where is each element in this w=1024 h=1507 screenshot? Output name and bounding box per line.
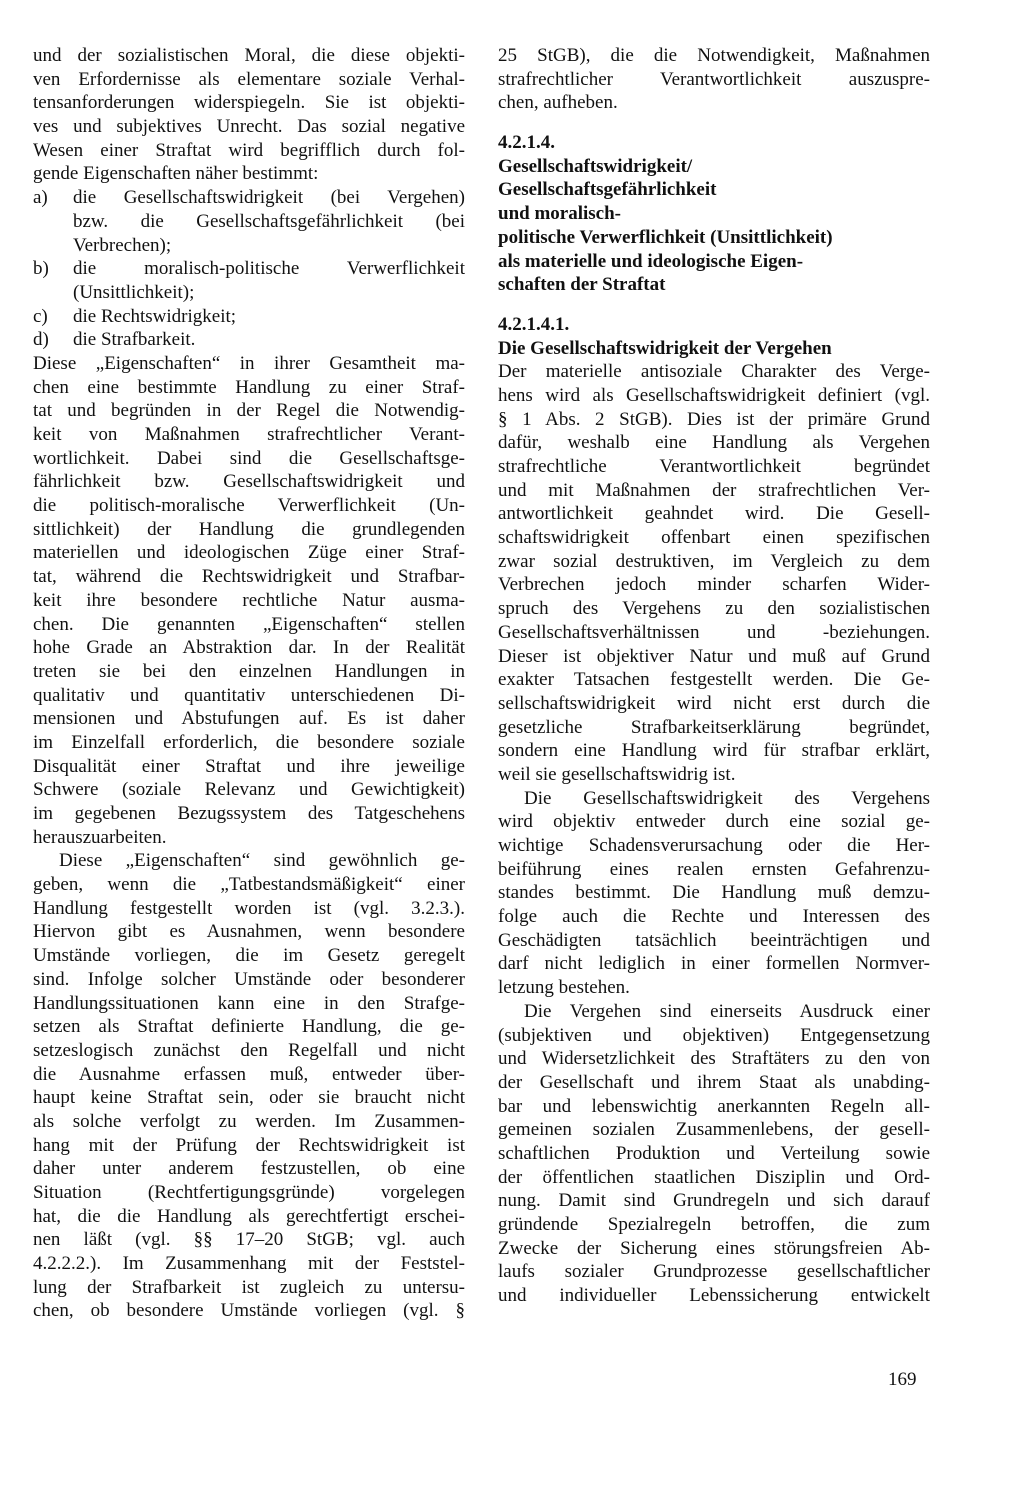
text-line: als materielle und ideologische Eigen- bbox=[498, 250, 804, 272]
text-line: keit ihre besondere rechtliche Natur ausma- bbox=[33, 589, 465, 611]
text-line: tat, während die Rechtswidrigkeit und Strafbar- bbox=[33, 566, 465, 588]
list-text: die Strafbarkeit. bbox=[73, 329, 196, 351]
text-line: im gegebenen Bezugssystem des Tatgeschehens bbox=[33, 803, 465, 824]
text-line: und mit Maßnahmen der strafrechtlichen Ver- bbox=[498, 479, 930, 501]
text-line: Verbrechen jedoch minder scharfen Wider- bbox=[498, 574, 930, 596]
right-column bbox=[498, 44, 930, 1308]
text-line: als solche verfolgt zu werden. Im Zusammen- bbox=[33, 1110, 465, 1132]
list-marker: d) bbox=[33, 329, 49, 351]
text-line: hang mit der Prüfung der Rechtswidrigkeit ist bbox=[33, 1134, 465, 1156]
text-line: Gesellschaftsgefährlichkeit bbox=[498, 179, 717, 201]
text-line: gründende Spezialregeln betroffen, die zum bbox=[498, 1214, 930, 1235]
page-number: 169 bbox=[888, 1369, 917, 1390]
text-line: herauszuarbeiten. bbox=[33, 826, 167, 848]
text-line: nung. Damit sind Grundregeln und sich darauf bbox=[498, 1190, 930, 1212]
text-line: ven Erfordernisse als elementare soziale Verhal- bbox=[33, 68, 465, 90]
text-line: gesetzliche Strafbarkeitserklärung begründet, bbox=[498, 716, 930, 738]
text-line: hat, die die Handlung als gerechtfertigt erschei- bbox=[33, 1205, 465, 1227]
text-line: antwortlichkeit geahndet wird. Die Gesell- bbox=[498, 503, 930, 525]
text-line: schaftswidrigkeit offenbart einen spezifischen bbox=[498, 527, 930, 549]
text-line: bzw. die Gesellschaftsgefährlichkeit (bei bbox=[73, 210, 465, 232]
text-line: Gesellschaftswidrigkeit/ bbox=[498, 155, 693, 177]
paragraph bbox=[33, 849, 465, 1323]
left-column bbox=[33, 44, 465, 1323]
text-line: Zwecke der Sicherung eines störungsfreien Ab- bbox=[498, 1237, 930, 1259]
text-line: setzen als Straftat definierte Handlung, die ge- bbox=[33, 1016, 465, 1038]
list-item bbox=[33, 328, 465, 352]
text-line: die politisch-moralische Verwerflichkeit (Un- bbox=[33, 495, 465, 517]
paragraph bbox=[498, 360, 930, 786]
list-text: die Gesellschaftswidrigkeit (bei Vergehen) bbox=[73, 187, 465, 209]
text-line: folge auch die Rechte und Interessen des bbox=[498, 906, 930, 928]
text-line: dafür, weshalb eine Handlung als Vergehen bbox=[498, 432, 930, 454]
text-line: gende Eigenschaften näher bestimmt: bbox=[33, 163, 319, 185]
text-line: standes bestimmt. Die Handlung muß demzu- bbox=[498, 882, 930, 904]
list-item bbox=[33, 186, 465, 257]
text-line: keit von Maßnahmen strafrechtlicher Verant- bbox=[33, 424, 465, 445]
text-line: Handlungssituationen kann eine in den Strafge- bbox=[33, 992, 465, 1014]
text-line: Geschädigten tatsächlich beeinträchtigen und bbox=[498, 929, 930, 951]
text-line: der öffentlichen staatlichen Disziplin und Ord- bbox=[498, 1166, 930, 1188]
text-line bbox=[33, 186, 465, 210]
text-line: weil sie gesellschaftswidrig ist. bbox=[498, 763, 736, 785]
text-line bbox=[33, 328, 465, 352]
text-line: Der materielle antisoziale Charakter des Verge- bbox=[498, 361, 930, 383]
section-number: 4.2.1.4. bbox=[498, 132, 555, 154]
text-line: Die Gesellschaftswidrigkeit des Vergehens bbox=[524, 787, 930, 809]
text-line: und moralisch- bbox=[498, 203, 621, 225]
text-line: treten sie bei den einzelnen Handlungen in bbox=[33, 660, 465, 682]
text-line: tensanforderungen widerspiegeln. Sie ist objekti- bbox=[33, 92, 465, 114]
text-line: chen eine bestimmte Handlung zu einer Straf- bbox=[33, 376, 465, 398]
text-line: letzung bestehen. bbox=[498, 977, 630, 999]
subsection-title: Die Gesellschaftswidrigkeit der Vergehen bbox=[498, 337, 832, 359]
intro-paragraph bbox=[33, 44, 465, 186]
properties-list bbox=[33, 186, 465, 352]
text-line: sind. Infolge solcher Umstände oder besonderer bbox=[33, 968, 465, 990]
text-line: Situation (Rechtfertigungsgründe) vorgelegen bbox=[33, 1182, 465, 1203]
text-line: Disqualität einer Straftat und ihre jeweilige bbox=[33, 755, 465, 777]
text-line: der Gesellschaft und ihrem Staat als unabding- bbox=[498, 1071, 930, 1093]
text-line: geben, wenn die „Tatbestandsmäßigkeit“ einer bbox=[33, 874, 465, 896]
text-line: daher unter anderem festzustellen, ob eine bbox=[33, 1158, 465, 1180]
text-line: Diese „Eigenschaften“ sind gewöhnlich ge- bbox=[59, 850, 465, 872]
text-line: spruch des Vergehens zu den sozialistischen bbox=[498, 598, 930, 620]
text-line: § 1 Abs. 2 StGB). Dies ist der primäre Grund bbox=[498, 408, 930, 430]
spacer bbox=[498, 297, 930, 313]
text-line: und der sozialistischen Moral, die diese objekti- bbox=[33, 45, 465, 66]
list-marker: a) bbox=[33, 187, 48, 209]
list-marker: b) bbox=[33, 258, 49, 280]
text-line: lung der Strafbarkeit ist zugleich zu untersu- bbox=[33, 1276, 465, 1298]
text-line: Verbrechen); bbox=[73, 234, 172, 256]
text-line: Handlung festgestellt worden ist (vgl. 3.2.3.). bbox=[33, 897, 465, 919]
section-title bbox=[498, 155, 930, 297]
text-line: und Widersetzlichkeit des Straftäters zu den von bbox=[498, 1048, 930, 1070]
text-line: nen läßt (vgl. §§ 17–20 StGB; vgl. auch bbox=[33, 1229, 465, 1251]
text-line: wortlichkeit. Dabei sind die Gesellschaftsge- bbox=[33, 447, 465, 469]
list-item bbox=[33, 257, 465, 304]
text-line: im Einzelfall erforderlich, die besondere soziale bbox=[33, 731, 465, 753]
continuation-paragraph bbox=[498, 44, 930, 115]
text-line: chen, aufheben. bbox=[498, 92, 618, 114]
text-line: politische Verwerflichkeit (Unsittlichkeit) bbox=[498, 226, 833, 248]
text-line: setzeslogisch zunächst den Regelfall und nicht bbox=[33, 1039, 465, 1061]
text-line: Hiervon gibt es Ausnahmen, wenn besondere bbox=[33, 921, 465, 943]
text-line: 4.2.2.2.). Im Zusammenhang mit der Feststel- bbox=[33, 1253, 465, 1275]
text-line: mensionen und Abstufungen auf. Es ist daher bbox=[33, 708, 465, 730]
text-line: schaften der Straftat bbox=[498, 274, 666, 296]
text-line: Schwere (soziale Relevanz und Gewichtigkeit) bbox=[33, 779, 465, 801]
text-line: sellschaftswidrigkeit wird nicht erst durch die bbox=[498, 692, 930, 714]
section-heading bbox=[498, 131, 930, 297]
text-line: exakter Tatsachen festgestellt werden. Die Ge- bbox=[498, 669, 930, 691]
text-line: Wesen einer Straftat wird begrifflich durch fol- bbox=[33, 139, 465, 161]
text-line bbox=[33, 305, 465, 329]
text-line: Diese „Eigenschaften“ in ihrer Gesamtheit ma- bbox=[33, 352, 465, 374]
text-line: fährlichkeit bzw. Gesellschaftswidrigkeit und bbox=[33, 471, 465, 493]
text-line: chen, ob besondere Umstände vorliegen (vgl. § bbox=[33, 1300, 465, 1322]
text-line: beiführung eines realen ernsten Gefahrenzu- bbox=[498, 858, 930, 880]
text-line: ves und subjektives Unrecht. Das sozial negative bbox=[33, 116, 465, 138]
spacer bbox=[498, 115, 930, 131]
text-line: Dieser ist objektiver Natur und muß auf Grund bbox=[498, 645, 930, 667]
text-line: (Unsittlichkeit); bbox=[73, 281, 195, 303]
text-line: tat und begründen in der Regel die Notwendig- bbox=[33, 400, 465, 422]
text-line: strafrechtlicher Verantwortlichkeit auszuspre- bbox=[498, 68, 930, 90]
text-line: qualitativ und quantitativ unterschiedenen Di- bbox=[33, 684, 465, 706]
text-line: darf nicht lediglich in einer formellen Normver- bbox=[498, 953, 930, 975]
text-line: Die Vergehen sind einerseits Ausdruck einer bbox=[524, 1000, 930, 1022]
list-text: die moralisch-politische Verwerflichkeit bbox=[73, 258, 465, 280]
text-line: Gesellschaftsverhältnissen und -beziehungen. bbox=[498, 621, 930, 643]
subsection-number: 4.2.1.4.1. bbox=[498, 313, 570, 335]
text-line: chen. Die genannten „Eigenschaften“ stellen bbox=[33, 613, 465, 635]
paragraph bbox=[498, 1000, 930, 1308]
paragraph bbox=[498, 787, 930, 1000]
text-line: gemeinen sozialen Zusammenlebens, der gesell- bbox=[498, 1119, 930, 1141]
text-line: haupt keine Straftat sein, oder sie braucht nicht bbox=[33, 1087, 465, 1109]
text-line: Umstände vorliegen, die im Gesetz geregelt bbox=[33, 945, 465, 967]
list-marker: c) bbox=[33, 305, 48, 327]
text-line: wird objektiv entweder durch eine sozial ge- bbox=[498, 811, 930, 833]
text-line: zwar sozial destruktiven, im Vergleich zu dem bbox=[498, 550, 930, 572]
text-line: wichtige Schadensverursachung oder die Her- bbox=[498, 835, 930, 856]
text-line: hohe Grade an Abstraktion dar. In der Realität bbox=[33, 637, 465, 659]
text-line: schaftlichen Produktion und Verteilung sowie bbox=[498, 1142, 930, 1164]
subsection-heading bbox=[498, 313, 930, 360]
text-line bbox=[33, 257, 465, 281]
text-line: und individueller Lebenssicherung entwickelt bbox=[498, 1285, 930, 1307]
paragraph bbox=[33, 352, 465, 849]
text-line: (subjektiven und objektiven) Entgegensetzung bbox=[498, 1024, 930, 1046]
text-line: hens wird als Gesellschaftswidrigkeit definiert (vgl. bbox=[498, 384, 930, 406]
text-line: materiellen und ideologischen Züge einer Straf- bbox=[33, 542, 465, 564]
list-text: die Rechtswidrigkeit; bbox=[73, 305, 237, 327]
list-item bbox=[33, 305, 465, 329]
text-line: die Ausnahme erfassen muß, entweder über- bbox=[33, 1063, 465, 1085]
text-line: sittlichkeit) der Handlung die grundlegenden bbox=[33, 518, 465, 540]
text-line: 25 StGB), die die Notwendigkeit, Maßnahmen bbox=[498, 45, 930, 66]
text-line: bar und lebenswichtig anerkannten Regeln all- bbox=[498, 1095, 930, 1117]
text-line: sondern eine Handlung wird für strafbar erklärt, bbox=[498, 740, 930, 762]
text-line: strafrechtliche Verantwortlichkeit begründet bbox=[498, 456, 930, 477]
text-line: laufs sozialer Grundprozesse gesellschaftlicher bbox=[498, 1261, 930, 1283]
